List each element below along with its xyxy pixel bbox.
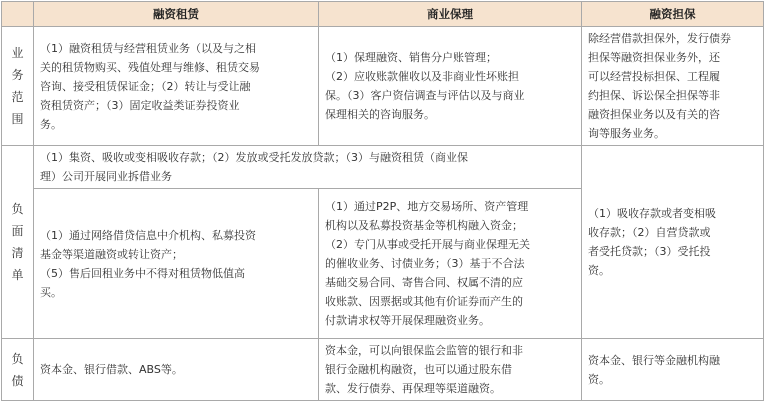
text-line: 保。（3）客户资信调查与评估以及与商业 [325,89,525,102]
scope-label-char: 范 [11,90,24,104]
text-line: （2）应收账款催收以及非商业性坏账担 [325,70,519,83]
negative-factoring-cell [319,189,582,339]
header-leasing: 融资租赁 [34,2,319,27]
text-line: 付款请求权等开展保理融资业务。 [325,314,490,327]
liabilities-label-char: 负 [11,351,24,366]
text-line: 资本金、银行借款、ABS等。 [40,363,183,376]
text-line: 基础交易合同、寄售合同、权属不清的应 [325,276,523,289]
scope-label-char: 围 [11,112,24,126]
text-line: 理）公司开展同业拆借业务 [40,170,172,183]
text-line: 资租赁资产；（3）固定收益类证券投资业 [40,98,240,112]
negative-label-char: 单 [11,268,24,282]
negative-label-char: 清 [11,246,24,260]
scope-row [2,27,764,146]
text-line: 担保等融资担保业务外，还 [588,51,720,64]
scope-label-char: 务 [11,68,24,82]
text-line: （1）通过P2P、地方交易场所、资产管理 [325,200,529,213]
negative-label-char: 负 [11,202,24,216]
text-line: 者受托贷款；（3）受托投 [588,245,711,258]
header-factoring: 商业保理 [319,2,582,27]
text-line: 款、发行债券、再保理等渠道融资。 [325,382,501,395]
header-guarantee: 融资担保 [582,2,764,27]
negative-label [2,146,34,339]
text-line: 可以经营投标担保、工程履 [588,70,720,83]
header-row [2,2,764,27]
header-corner-cell [2,2,34,27]
text-line: 资本金、银行等金融机构融 [588,353,720,367]
text-line: 资。 [588,372,610,386]
text-line: 基金等渠道融资或转让资产； [40,247,183,261]
text-line: 资本金，可以向银保监会监管的银行和非 [325,344,523,357]
text-line: （1）融资租赁与经营租赁业务（以及与之相 [40,41,256,55]
negative-guarantee-cell [582,146,764,339]
text-line: 融资担保业务以及有关的咨 [588,108,720,121]
text-line: （1）通过网络借贷信息中介机构、私募投资 [40,228,256,242]
text-line: （1）吸收存款或者变相吸 [588,207,716,220]
liabilities-leasing-cell [34,339,319,401]
text-line: 银行金融机构融资，也可以通过股东借 [325,363,512,376]
text-line: （2）专门从事或受托开展与商业保理无关 [325,238,530,251]
liabilities-row [2,339,764,401]
scope-leasing-cell [34,27,319,146]
comparison-table [1,1,764,401]
liabilities-label [2,339,34,401]
negative-leasing-cell [34,189,319,339]
text-line: 咨询、接受租赁保证金；（2）转让与受让融 [40,79,251,93]
negative-shared-cell [34,146,582,189]
negative-label-char: 面 [11,224,24,238]
liabilities-factoring-cell [319,339,582,401]
text-line: 机构以及私募投资基金等机构融入资金； [325,219,523,232]
text-line: 买。 [40,285,62,299]
scope-label [2,27,34,146]
liabilities-label-char: 债 [11,373,24,388]
text-line: （5）售后回租业务中不得对租赁物低值高 [40,266,245,280]
text-line: 约担保、诉讼保全担保等非 [588,89,720,102]
scope-label-char: 业 [11,46,24,60]
text-line: 保理相关的咨询服务。 [325,108,435,121]
text-line: 询等服务业务。 [588,127,665,140]
text-line: 务。 [40,117,62,131]
liabilities-guarantee-cell [582,339,764,401]
text-line: 的催收业务、讨债业务；（3）基于不合法 [325,257,525,270]
text-line: （1）集资、吸收或变相吸收存款；（2）发放或受托发放贷款；（3）与融资租赁（商业保 [40,151,468,164]
text-line: 收账款、因票据或其他有价证券而产生的 [325,295,523,308]
text-line: （1）保理融资、销售分户账管理； [325,51,497,64]
text-line: 除经营借款担保外，发行债券 [588,32,731,45]
text-line: 收存款；（2）自营贷款或 [588,226,711,239]
text-line: 资。 [588,264,610,277]
negative-row-shared [2,146,764,189]
text-line: 关的租赁物购买、残值处理与维修、租赁交易 [40,60,260,74]
scope-guarantee-cell [582,27,764,146]
scope-factoring-cell [319,27,582,146]
